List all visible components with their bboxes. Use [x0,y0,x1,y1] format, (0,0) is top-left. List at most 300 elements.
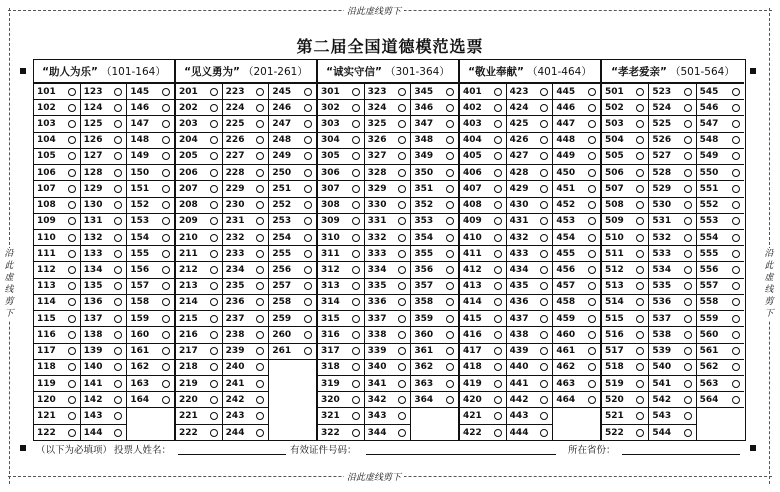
candidate-option[interactable] [269,149,316,165]
candidate-option[interactable] [649,133,695,149]
candidate-option[interactable] [460,84,506,100]
vote-circle-icon[interactable] [588,331,596,339]
vote-circle-icon[interactable] [304,201,312,209]
candidate-option[interactable] [81,295,127,311]
candidate-option[interactable] [411,344,458,360]
candidate-option[interactable] [223,181,269,197]
candidate-option[interactable] [507,84,553,100]
vote-circle-icon[interactable] [636,266,644,274]
vote-circle-icon[interactable] [352,169,360,177]
vote-circle-icon[interactable] [114,331,122,339]
candidate-option[interactable] [697,279,744,295]
vote-circle-icon[interactable] [210,217,218,225]
vote-circle-icon[interactable] [540,136,548,144]
candidate-option[interactable] [602,100,648,116]
candidate-option[interactable] [318,84,364,100]
vote-circle-icon[interactable] [494,347,502,355]
vote-circle-icon[interactable] [352,104,360,112]
candidate-option[interactable] [223,360,269,376]
candidate-option[interactable] [460,295,506,311]
vote-circle-icon[interactable] [352,363,360,371]
candidate-option[interactable] [460,392,506,408]
candidate-option[interactable] [507,327,553,343]
vote-circle-icon[interactable] [684,250,692,258]
vote-circle-icon[interactable] [256,347,264,355]
vote-circle-icon[interactable] [68,363,76,371]
candidate-option[interactable] [602,360,648,376]
candidate-option[interactable] [411,230,458,246]
vote-circle-icon[interactable] [398,396,406,404]
candidate-option[interactable] [81,344,127,360]
candidate-option[interactable] [365,408,411,424]
vote-circle-icon[interactable] [446,380,454,388]
candidate-option[interactable] [460,425,506,441]
vote-circle-icon[interactable] [256,201,264,209]
candidate-option[interactable] [602,165,648,181]
candidate-option[interactable] [318,246,364,262]
candidate-option[interactable] [649,100,695,116]
candidate-option[interactable] [507,246,553,262]
candidate-option[interactable] [223,214,269,230]
vote-circle-icon[interactable] [210,363,218,371]
vote-circle-icon[interactable] [304,298,312,306]
candidate-option[interactable] [318,262,364,278]
vote-circle-icon[interactable] [636,217,644,225]
candidate-option[interactable] [697,116,744,132]
candidate-option[interactable] [318,116,364,132]
vote-circle-icon[interactable] [446,266,454,274]
candidate-option[interactable] [602,408,648,424]
vote-circle-icon[interactable] [68,282,76,290]
vote-circle-icon[interactable] [540,234,548,242]
vote-circle-icon[interactable] [210,185,218,193]
candidate-option[interactable] [649,295,695,311]
vote-circle-icon[interactable] [446,136,454,144]
vote-circle-icon[interactable] [732,266,740,274]
candidate-option[interactable] [553,133,600,149]
vote-circle-icon[interactable] [162,152,170,160]
candidate-option[interactable] [365,262,411,278]
candidate-option[interactable] [649,344,695,360]
vote-circle-icon[interactable] [732,136,740,144]
candidate-option[interactable] [507,295,553,311]
vote-circle-icon[interactable] [684,347,692,355]
vote-circle-icon[interactable] [256,429,264,437]
candidate-option[interactable] [507,376,553,392]
candidate-option[interactable] [460,230,506,246]
candidate-option[interactable] [318,425,364,441]
vote-circle-icon[interactable] [588,396,596,404]
candidate-option[interactable] [649,165,695,181]
vote-circle-icon[interactable] [114,347,122,355]
vote-circle-icon[interactable] [636,120,644,128]
vote-circle-icon[interactable] [588,315,596,323]
vote-circle-icon[interactable] [352,380,360,388]
candidate-option[interactable] [176,100,222,116]
candidate-option[interactable] [649,246,695,262]
candidate-option[interactable] [34,262,80,278]
candidate-option[interactable] [81,100,127,116]
candidate-option[interactable] [697,198,744,214]
candidate-option[interactable] [269,295,316,311]
vote-circle-icon[interactable] [446,315,454,323]
vote-circle-icon[interactable] [684,104,692,112]
candidate-option[interactable] [127,116,174,132]
vote-circle-icon[interactable] [636,250,644,258]
candidate-option[interactable] [460,246,506,262]
candidate-option[interactable] [649,327,695,343]
vote-circle-icon[interactable] [588,347,596,355]
candidate-option[interactable] [365,295,411,311]
vote-circle-icon[interactable] [684,363,692,371]
candidate-option[interactable] [127,295,174,311]
vote-circle-icon[interactable] [588,152,596,160]
vote-circle-icon[interactable] [352,429,360,437]
vote-circle-icon[interactable] [68,217,76,225]
vote-circle-icon[interactable] [636,363,644,371]
vote-circle-icon[interactable] [256,185,264,193]
vote-circle-icon[interactable] [210,347,218,355]
candidate-option[interactable] [34,214,80,230]
candidate-option[interactable] [602,327,648,343]
candidate-option[interactable] [176,198,222,214]
vote-circle-icon[interactable] [256,152,264,160]
vote-circle-icon[interactable] [398,282,406,290]
vote-circle-icon[interactable] [684,412,692,420]
candidate-option[interactable] [34,198,80,214]
vote-circle-icon[interactable] [398,380,406,388]
candidate-option[interactable] [697,262,744,278]
vote-circle-icon[interactable] [684,331,692,339]
candidate-option[interactable] [318,392,364,408]
vote-circle-icon[interactable] [114,363,122,371]
candidate-option[interactable] [697,84,744,100]
vote-circle-icon[interactable] [398,104,406,112]
vote-circle-icon[interactable] [732,201,740,209]
candidate-option[interactable] [697,165,744,181]
vote-circle-icon[interactable] [68,234,76,242]
candidate-option[interactable] [318,133,364,149]
candidate-option[interactable] [223,230,269,246]
vote-circle-icon[interactable] [256,412,264,420]
vote-circle-icon[interactable] [256,282,264,290]
vote-circle-icon[interactable] [540,250,548,258]
vote-circle-icon[interactable] [494,88,502,96]
vote-circle-icon[interactable] [494,152,502,160]
candidate-option[interactable] [460,133,506,149]
vote-circle-icon[interactable] [398,412,406,420]
vote-circle-icon[interactable] [540,104,548,112]
candidate-option[interactable] [365,246,411,262]
province-field[interactable] [622,454,740,455]
candidate-option[interactable] [460,198,506,214]
vote-circle-icon[interactable] [352,298,360,306]
candidate-option[interactable] [697,230,744,246]
candidate-option[interactable] [81,181,127,197]
candidate-option[interactable] [507,425,553,441]
vote-circle-icon[interactable] [494,120,502,128]
candidate-option[interactable] [507,100,553,116]
vote-circle-icon[interactable] [304,185,312,193]
vote-circle-icon[interactable] [304,250,312,258]
vote-circle-icon[interactable] [588,88,596,96]
vote-circle-icon[interactable] [588,380,596,388]
candidate-option[interactable] [269,311,316,327]
candidate-option[interactable] [223,327,269,343]
vote-circle-icon[interactable] [446,120,454,128]
vote-circle-icon[interactable] [398,201,406,209]
vote-circle-icon[interactable] [494,298,502,306]
vote-circle-icon[interactable] [210,152,218,160]
vote-circle-icon[interactable] [636,396,644,404]
candidate-option[interactable] [223,84,269,100]
candidate-option[interactable] [365,344,411,360]
vote-circle-icon[interactable] [446,363,454,371]
vote-circle-icon[interactable] [446,217,454,225]
candidate-option[interactable] [553,214,600,230]
candidate-option[interactable] [176,133,222,149]
vote-circle-icon[interactable] [114,266,122,274]
vote-circle-icon[interactable] [636,298,644,306]
vote-circle-icon[interactable] [68,201,76,209]
vote-circle-icon[interactable] [210,120,218,128]
candidate-option[interactable] [460,376,506,392]
vote-circle-icon[interactable] [684,396,692,404]
candidate-option[interactable] [602,133,648,149]
candidate-option[interactable] [411,376,458,392]
candidate-option[interactable] [176,392,222,408]
vote-circle-icon[interactable] [732,234,740,242]
candidate-option[interactable] [365,392,411,408]
candidate-option[interactable] [223,425,269,441]
candidate-option[interactable] [507,165,553,181]
vote-circle-icon[interactable] [540,217,548,225]
candidate-option[interactable] [602,149,648,165]
candidate-option[interactable] [602,230,648,246]
candidate-option[interactable] [553,327,600,343]
candidate-option[interactable] [176,84,222,100]
candidate-option[interactable] [318,327,364,343]
candidate-option[interactable] [697,214,744,230]
vote-circle-icon[interactable] [114,282,122,290]
candidate-option[interactable] [411,327,458,343]
candidate-option[interactable] [411,165,458,181]
vote-circle-icon[interactable] [210,169,218,177]
vote-circle-icon[interactable] [68,169,76,177]
candidate-option[interactable] [269,344,316,360]
candidate-option[interactable] [176,327,222,343]
vote-circle-icon[interactable] [114,412,122,420]
candidate-option[interactable] [460,279,506,295]
vote-circle-icon[interactable] [588,136,596,144]
candidate-option[interactable] [507,344,553,360]
vote-circle-icon[interactable] [446,104,454,112]
vote-circle-icon[interactable] [114,185,122,193]
vote-circle-icon[interactable] [540,201,548,209]
vote-circle-icon[interactable] [494,234,502,242]
candidate-option[interactable] [34,246,80,262]
candidate-option[interactable] [127,198,174,214]
candidate-option[interactable] [649,181,695,197]
vote-circle-icon[interactable] [732,88,740,96]
vote-circle-icon[interactable] [162,331,170,339]
candidate-option[interactable] [127,344,174,360]
candidate-option[interactable] [365,327,411,343]
candidate-option[interactable] [176,116,222,132]
candidate-option[interactable] [127,230,174,246]
vote-circle-icon[interactable] [210,429,218,437]
vote-circle-icon[interactable] [210,201,218,209]
candidate-option[interactable] [507,262,553,278]
vote-circle-icon[interactable] [494,266,502,274]
candidate-option[interactable] [411,116,458,132]
vote-circle-icon[interactable] [540,88,548,96]
vote-circle-icon[interactable] [352,201,360,209]
candidate-option[interactable] [127,181,174,197]
candidate-option[interactable] [318,360,364,376]
candidate-option[interactable] [553,230,600,246]
vote-circle-icon[interactable] [636,282,644,290]
candidate-option[interactable] [269,84,316,100]
candidate-option[interactable] [34,327,80,343]
vote-circle-icon[interactable] [684,120,692,128]
vote-circle-icon[interactable] [256,217,264,225]
vote-circle-icon[interactable] [162,120,170,128]
candidate-option[interactable] [127,311,174,327]
vote-circle-icon[interactable] [114,217,122,225]
vote-circle-icon[interactable] [636,412,644,420]
vote-circle-icon[interactable] [210,282,218,290]
candidate-option[interactable] [411,149,458,165]
vote-circle-icon[interactable] [540,363,548,371]
vote-circle-icon[interactable] [494,315,502,323]
candidate-option[interactable] [269,198,316,214]
candidate-option[interactable] [81,360,127,376]
candidate-option[interactable] [127,246,174,262]
candidate-option[interactable] [649,262,695,278]
vote-circle-icon[interactable] [636,331,644,339]
vote-circle-icon[interactable] [398,217,406,225]
vote-circle-icon[interactable] [114,234,122,242]
candidate-option[interactable] [127,165,174,181]
candidate-option[interactable] [460,408,506,424]
vote-circle-icon[interactable] [684,169,692,177]
vote-circle-icon[interactable] [684,217,692,225]
candidate-option[interactable] [507,181,553,197]
vote-circle-icon[interactable] [588,217,596,225]
candidate-option[interactable] [507,408,553,424]
candidate-option[interactable] [365,100,411,116]
vote-circle-icon[interactable] [540,298,548,306]
candidate-option[interactable] [697,344,744,360]
candidate-option[interactable] [318,149,364,165]
vote-circle-icon[interactable] [304,136,312,144]
vote-circle-icon[interactable] [210,266,218,274]
candidate-option[interactable] [411,246,458,262]
candidate-option[interactable] [269,246,316,262]
vote-circle-icon[interactable] [398,429,406,437]
candidate-option[interactable] [553,311,600,327]
candidate-option[interactable] [649,84,695,100]
candidate-option[interactable] [460,181,506,197]
vote-circle-icon[interactable] [162,201,170,209]
vote-circle-icon[interactable] [446,282,454,290]
vote-circle-icon[interactable] [210,88,218,96]
vote-circle-icon[interactable] [68,266,76,274]
candidate-option[interactable] [223,392,269,408]
vote-circle-icon[interactable] [304,104,312,112]
candidate-option[interactable] [553,344,600,360]
candidate-option[interactable] [127,360,174,376]
candidate-option[interactable] [365,165,411,181]
candidate-option[interactable] [365,116,411,132]
vote-circle-icon[interactable] [684,185,692,193]
vote-circle-icon[interactable] [540,120,548,128]
vote-circle-icon[interactable] [256,169,264,177]
vote-circle-icon[interactable] [540,266,548,274]
vote-circle-icon[interactable] [732,315,740,323]
candidate-option[interactable] [176,344,222,360]
candidate-option[interactable] [365,149,411,165]
vote-circle-icon[interactable] [68,136,76,144]
vote-circle-icon[interactable] [540,331,548,339]
vote-circle-icon[interactable] [352,331,360,339]
candidate-option[interactable] [553,198,600,214]
candidate-option[interactable] [223,279,269,295]
vote-circle-icon[interactable] [68,315,76,323]
candidate-option[interactable] [318,198,364,214]
candidate-option[interactable] [649,214,695,230]
vote-circle-icon[interactable] [352,396,360,404]
vote-circle-icon[interactable] [68,185,76,193]
vote-circle-icon[interactable] [210,104,218,112]
vote-circle-icon[interactable] [68,250,76,258]
candidate-option[interactable] [318,311,364,327]
vote-circle-icon[interactable] [256,331,264,339]
candidate-option[interactable] [223,246,269,262]
candidate-option[interactable] [81,116,127,132]
candidate-option[interactable] [460,311,506,327]
candidate-option[interactable] [649,116,695,132]
vote-circle-icon[interactable] [162,250,170,258]
vote-circle-icon[interactable] [352,88,360,96]
vote-circle-icon[interactable] [684,282,692,290]
vote-circle-icon[interactable] [68,396,76,404]
candidate-option[interactable] [697,149,744,165]
vote-circle-icon[interactable] [398,88,406,96]
candidate-option[interactable] [176,408,222,424]
vote-circle-icon[interactable] [494,104,502,112]
candidate-option[interactable] [127,100,174,116]
candidate-option[interactable] [411,84,458,100]
candidate-option[interactable] [81,262,127,278]
vote-circle-icon[interactable] [256,315,264,323]
vote-circle-icon[interactable] [114,380,122,388]
vote-circle-icon[interactable] [352,347,360,355]
vote-circle-icon[interactable] [162,266,170,274]
candidate-option[interactable] [81,376,127,392]
candidate-option[interactable] [460,116,506,132]
candidate-option[interactable] [460,360,506,376]
vote-circle-icon[interactable] [636,104,644,112]
candidate-option[interactable] [81,327,127,343]
candidate-option[interactable] [365,425,411,441]
vote-circle-icon[interactable] [256,266,264,274]
candidate-option[interactable] [507,214,553,230]
candidate-option[interactable] [602,311,648,327]
candidate-option[interactable] [223,165,269,181]
vote-circle-icon[interactable] [398,347,406,355]
